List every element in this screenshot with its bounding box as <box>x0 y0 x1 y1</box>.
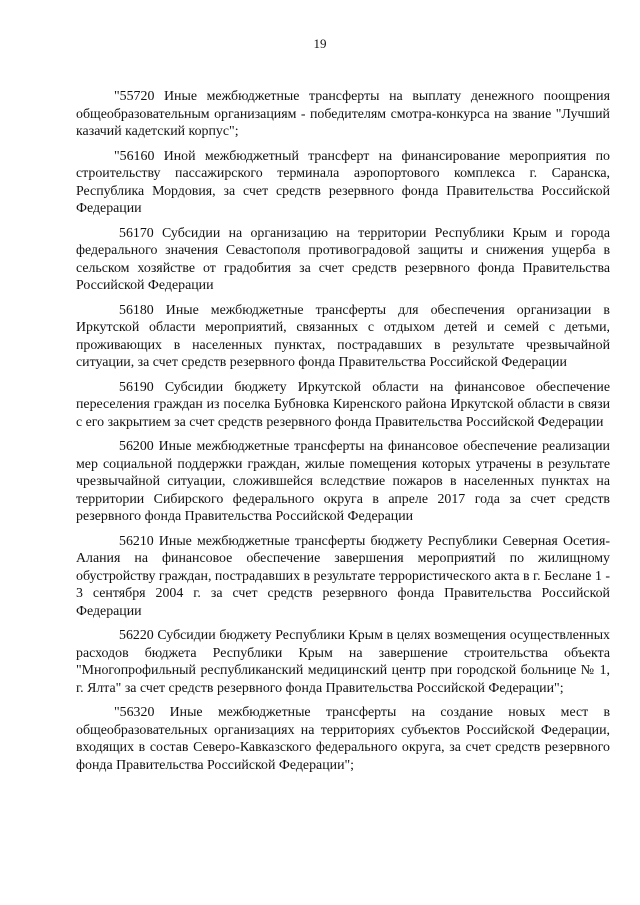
paragraph-56190: 56190 Субсидии бюджету Иркутской области на финансовое обеспечение переселения граждан из поселка Бубновка Киренского района Иркутской области в связи с его закрытием за счет средств резервного фонда Правительства Российской Федерации <box>76 379 610 430</box>
paragraph-56170: 56170 Субсидии на организацию на территории Республики Крым и города федерального значения Севастополя противоградовой защиты и снижения ущерба в сельском хозяйстве от градобития за счет средств резервного фонда Правительства Российской Федерации <box>76 225 610 293</box>
paragraph-56180: 56180 Иные межбюджетные трансферты для обеспечения организации в Иркутской области мероприятий, связанных с отдыхом детей и семей с детьми, проживающих в населенных пунктах, пострадавших в результате чрезвычайной ситуации, за счет средств резервного фонда Правительства Российской Федерации <box>76 302 610 370</box>
paragraph-56200: 56200 Иные межбюджетные трансферты на финансовое обеспечение реализации мер социальной поддержки граждан, жилые помещения которых утрачены в результате чрезвычайной ситуации, сложившейся вследствие пожаров в населенных пунктах на территории Сибирского федерального округа в апреле 2017 года за счет средств резервного фонда Правительства Российской Федерации <box>76 439 610 524</box>
document-body <box>76 88 610 781</box>
paragraph-56320: "56320 Иные межбюджетные трансферты на создание новых мест в общеобразовательных организациях на территориях субъектов Российской Федерации, входящих в состав Северо-Кавказского федерального округа, за счет средств резервного фонда Правительства Российской Федерации"; <box>76 705 610 773</box>
paragraph-56210: 56210 Иные межбюджетные трансферты бюджету Республики Северная Осетия-Алания на финансовое обеспечение завершения мероприятий по жилищному обустройству граждан, пострадавших в результате террористического акта в г. Беслане 1 - 3 сентября 2004 г. за счет средств резервного фонда Правительства Российской Федерации <box>76 533 610 619</box>
paragraph-55720: "55720 Иные межбюджетные трансферты на выплату денежного поощрения общеобразовательным организациям - победителям смотра-конкурса на звание "Лучший казачий кадетский корпус"; <box>76 89 610 139</box>
paragraph-56220: 56220 Субсидии бюджету Республики Крым в целях возмещения осуществленных расходов бюджета Республики Крым на завершение строительства объекта "Многопрофильный республиканский медицинский центр при городской больнице № 1, г. Ялта" за счет средств резервного фонда Правительства Российской Федерации"; <box>76 628 610 696</box>
paragraph-56160: "56160 Иной межбюджетный трансферт на финансирование мероприятия по строительству пассажирского терминала аэропортового комплекса г. Саранска, Республика Мордовия, за счет средств резервного фонда Правительства Российской Федерации <box>76 148 610 216</box>
page-number: 19 <box>313 36 327 51</box>
